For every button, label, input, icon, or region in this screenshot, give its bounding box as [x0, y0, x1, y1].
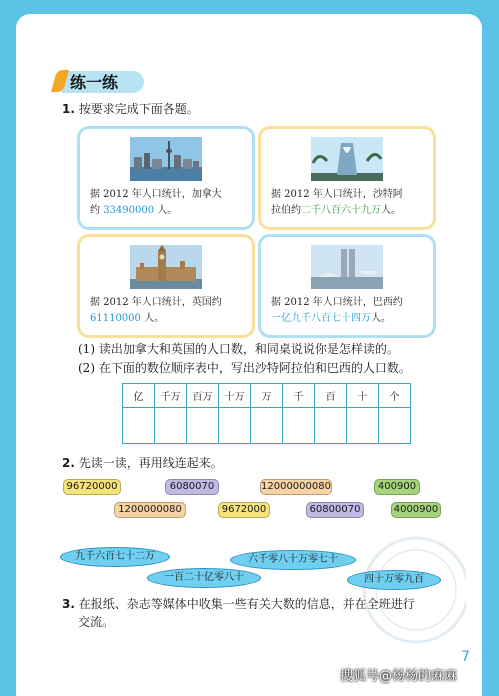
place-value-header: 亿 — [123, 384, 155, 408]
card-brazil-post: 人。 — [371, 313, 391, 324]
watermark-text: 搜狐号@杨杨的麻麻 — [340, 669, 458, 684]
brazil-population-value: 一亿九千八百七十四万 — [271, 313, 371, 324]
section-title: 练一练 — [70, 73, 119, 92]
place-value-header-row — [123, 384, 411, 408]
place-value-answer-row — [123, 408, 411, 444]
number-pill[interactable] — [114, 502, 186, 518]
card-saudi — [258, 126, 436, 230]
answer-cell[interactable] — [123, 408, 155, 444]
card-brazil — [258, 234, 436, 338]
card-saudi-text — [271, 187, 427, 219]
answer-cell[interactable] — [315, 408, 347, 444]
q3-number: 3. — [62, 597, 75, 611]
london-parliament-photo — [130, 245, 202, 289]
number-pill[interactable] — [63, 479, 121, 495]
card-canada-pre: 约 — [90, 205, 104, 216]
card-canada-line1: 据 2012 年人口统计，加拿大 — [90, 189, 222, 200]
card-saudi-pre: 拉伯约 — [271, 205, 301, 216]
answer-cell[interactable] — [379, 408, 411, 444]
number-pill-text: 4000900 — [393, 504, 439, 515]
number-pill-text: 400900 — [377, 481, 417, 492]
answer-cell[interactable] — [155, 408, 187, 444]
number-pill[interactable] — [260, 479, 332, 495]
number-pill[interactable] — [374, 479, 420, 495]
word-ellipse[interactable] — [230, 550, 356, 570]
word-ellipse-text: 四十万零九百 — [364, 574, 424, 585]
number-pill[interactable] — [391, 502, 441, 518]
card-uk — [77, 234, 255, 338]
card-canada-post: 人。 — [154, 205, 178, 216]
number-pill[interactable] — [165, 479, 219, 495]
answer-cell[interactable] — [251, 408, 283, 444]
number-pill-text: 9672000 — [221, 504, 267, 515]
publisher-stamp-icon — [346, 520, 466, 650]
q1-sub2: (2) 在下面的数位顺序表中，写出沙特阿拉伯和巴西的人口数。 — [78, 361, 411, 375]
place-value-header: 千万 — [155, 384, 187, 408]
word-ellipse[interactable] — [147, 568, 261, 588]
brasilia-congress-photo — [311, 245, 383, 289]
number-pill-text: 96720000 — [66, 481, 118, 492]
section-badge — [54, 68, 146, 94]
place-value-header: 个 — [379, 384, 411, 408]
card-brazil-line1: 据 2012 年人口统计，巴西约 — [271, 297, 403, 308]
riyadh-tower-photo — [311, 137, 383, 181]
word-ellipse[interactable] — [60, 547, 170, 567]
card-brazil-text — [271, 295, 427, 327]
q2-number: 2. — [62, 456, 75, 470]
word-ellipse-text: 六千零八十万零七十 — [248, 554, 338, 565]
place-value-table — [122, 383, 411, 444]
card-saudi-post: 人。 — [381, 205, 401, 216]
page-number: 7 — [461, 649, 470, 665]
q2-text: 先读一读，再用线连起来。 — [78, 456, 223, 470]
card-saudi-line1: 据 2012 年人口统计，沙特阿 — [271, 189, 403, 200]
word-ellipse-text: 一百二十亿零八十 — [164, 572, 244, 583]
q1-number: 1. — [62, 102, 75, 116]
card-canada-text — [90, 187, 246, 219]
card-canada — [77, 126, 255, 230]
answer-cell[interactable] — [187, 408, 219, 444]
number-pill-text: 12000000080 — [261, 481, 331, 492]
place-value-header: 十 — [347, 384, 379, 408]
toronto-skyline-photo — [130, 137, 202, 181]
q3-text: 在报纸、杂志等媒体中收集一些有关大数的信息，并在全班进行 — [78, 597, 415, 611]
place-value-header: 百 — [315, 384, 347, 408]
q3-line2: 交流。 — [78, 615, 115, 629]
card-uk-post: 人。 — [140, 313, 165, 324]
answer-cell[interactable] — [283, 408, 315, 444]
q1-prompt — [62, 101, 199, 117]
canada-population-value: 33490000 — [103, 205, 155, 216]
q1-text: 按要求完成下面各题。 — [78, 102, 199, 116]
place-value-header: 万 — [251, 384, 283, 408]
card-uk-text — [90, 295, 246, 327]
answer-cell[interactable] — [219, 408, 251, 444]
answer-cell[interactable] — [347, 408, 379, 444]
number-pill[interactable] — [218, 502, 270, 518]
number-pill-text: 6080070 — [169, 481, 215, 492]
place-value-header: 百万 — [187, 384, 219, 408]
place-value-header: 十万 — [219, 384, 251, 408]
number-pill-text: 60800070 — [309, 504, 361, 515]
number-pill[interactable] — [306, 502, 364, 518]
saudi-population-value: 二千八百六十九万 — [301, 205, 381, 216]
q1-sub1: (1) 读出加拿大和英国的人口数，和同桌说说你是怎样读的。 — [78, 342, 399, 356]
card-uk-line1: 据 2012 年人口统计，英国约 — [90, 297, 222, 308]
number-pill-text: 1200000080 — [118, 504, 182, 515]
uk-population-value: 61110000 — [90, 313, 141, 324]
place-value-header: 千 — [283, 384, 315, 408]
q2-prompt — [62, 455, 223, 471]
word-ellipse-text: 九千六百七十二万 — [75, 551, 155, 562]
